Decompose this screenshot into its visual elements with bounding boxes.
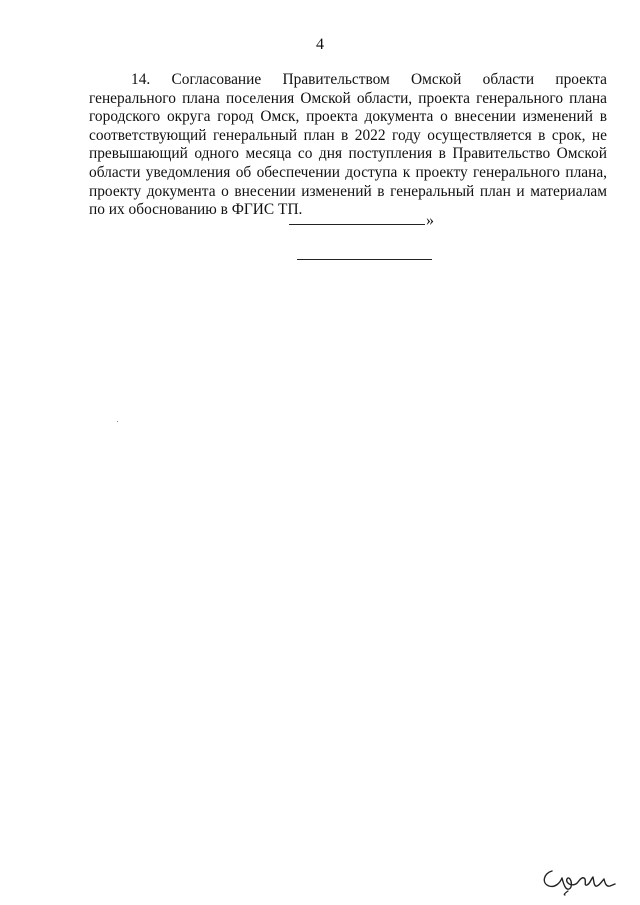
scan-artifact <box>117 421 118 422</box>
paragraph-14: 14. Согласование Правительством Омской области проекта генерального плана поселения Омской области, проекта генерального плана городского округа город Омск, проекта документа о внесении изменений в соответствующий генеральный план в 2022 году осуществляется в срок, не превышающий одного месяца со дня поступления в Правительство Омской области уведомления об обеспечении доступа к проекту генерального плана, проекту документа о внесении изменений в генеральный план и материалам по их обоснованию в ФГИС ТП. <box>89 71 607 219</box>
end-rule <box>297 259 432 260</box>
closing-mark <box>289 211 434 231</box>
closing-underline <box>289 211 425 225</box>
signature-icon <box>538 862 618 896</box>
page-number: 4 <box>316 36 324 53</box>
closing-quote: » <box>426 212 434 229</box>
